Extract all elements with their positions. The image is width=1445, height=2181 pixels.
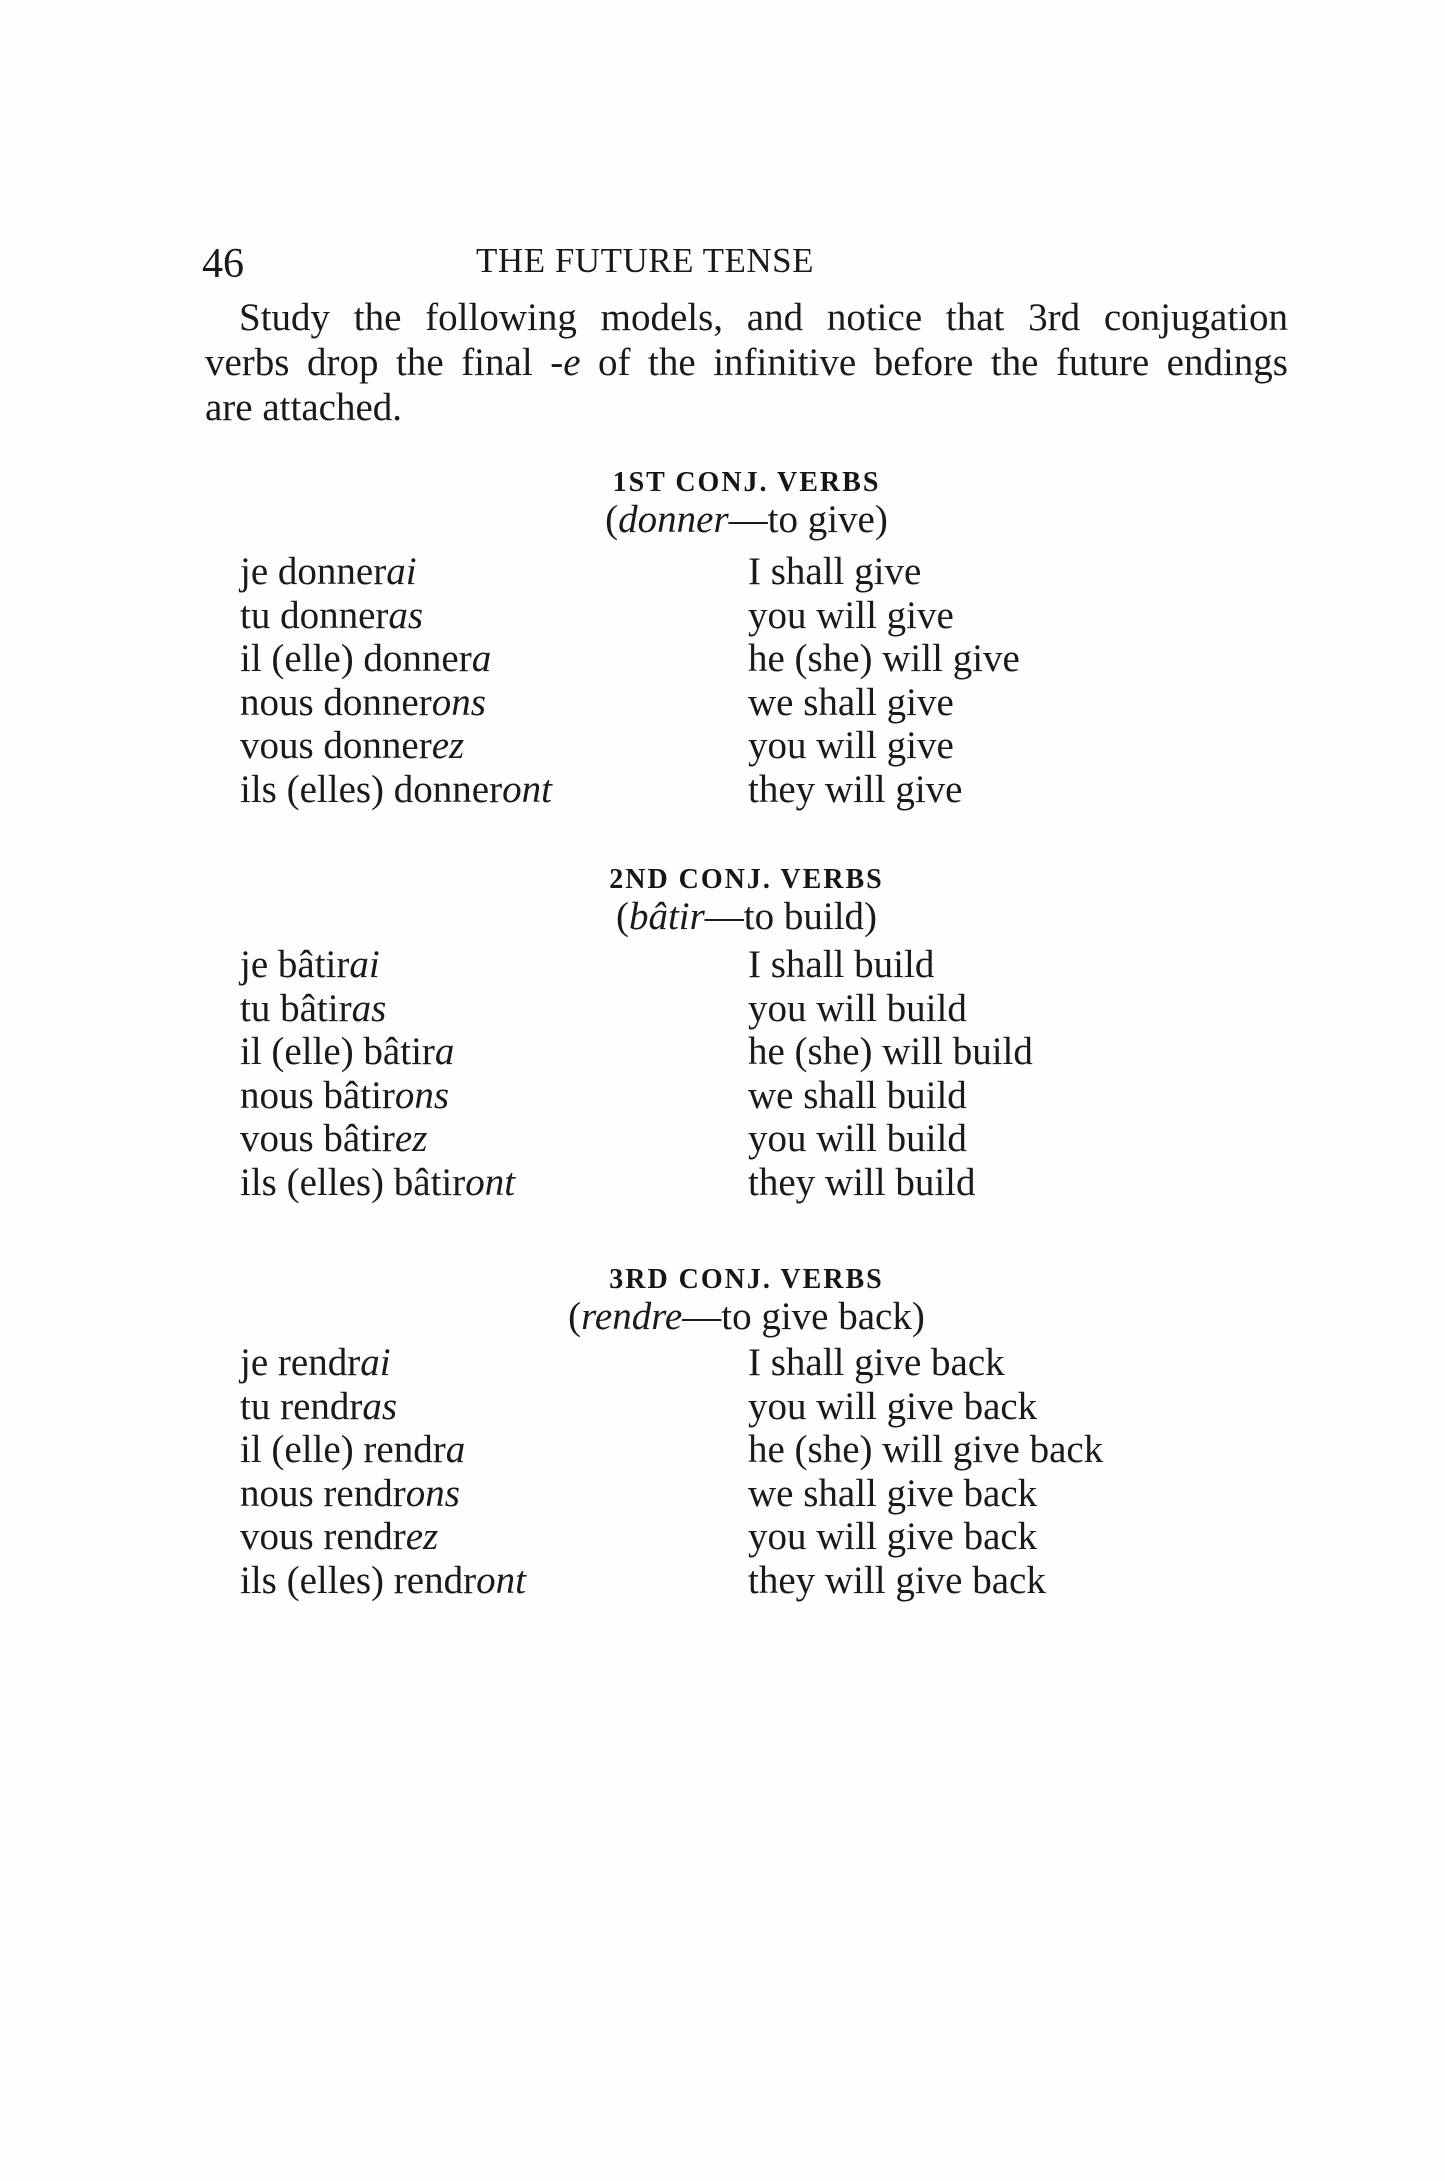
section-3-french-column — [240, 1341, 526, 1602]
section-3-heading: 3RD CONJ. VERBS — [609, 1264, 884, 1295]
conjugation-row-french — [240, 768, 552, 812]
conjugation-row-french — [240, 943, 515, 987]
intro-paragraph — [205, 295, 1288, 430]
section-2-infinitive: bâtir — [628, 895, 705, 938]
french-ending: ons — [431, 680, 486, 724]
french-ending: ai — [386, 550, 417, 593]
conjugation-row-english: you will build — [748, 1117, 967, 1160]
conjugation-row-french — [240, 637, 552, 681]
french-stem: ils (elles) bâtir — [240, 1160, 466, 1204]
conjugation-row-english: they will give — [748, 767, 963, 811]
conjugation-row-english: I shall give back — [748, 1341, 1005, 1384]
section-1-translation: —to give) — [728, 498, 888, 541]
conjugation-row-french — [240, 550, 552, 594]
section-3-infinitive-line — [205, 1295, 1288, 1339]
french-stem: ils (elles) donner — [240, 767, 503, 811]
conjugation-row-english: they will build — [748, 1160, 976, 1204]
intro-line-2-pre: verbs drop the final - — [205, 341, 564, 384]
french-stem: nous rendr — [240, 1471, 406, 1515]
intro-line-1 — [205, 295, 1288, 340]
conjugation-row-english: he (she) will give — [748, 637, 1020, 680]
french-ending: ons — [394, 1073, 450, 1117]
section-1-infinitive: donner — [618, 498, 729, 541]
conjugation-row-english: they will give back — [748, 1558, 1046, 1602]
french-stem: vous rendr — [240, 1515, 406, 1558]
section-2-english-column — [748, 943, 1033, 1204]
french-ending: a — [434, 1030, 455, 1073]
french-ending: ons — [405, 1471, 460, 1515]
intro-line-3-text: are attached. — [205, 386, 403, 429]
french-ending: a — [471, 637, 492, 680]
french-ending: ont — [476, 1558, 526, 1602]
french-stem: nous bâtir — [240, 1073, 395, 1117]
section-1-english-column — [748, 550, 1020, 811]
intro-line-1-text: Study the following models, and notice that 3rd conjugation — [239, 296, 1288, 339]
french-ending: ez — [431, 724, 465, 767]
conjugation-row-english: you will give — [748, 593, 954, 637]
conjugation-row-french — [240, 987, 515, 1031]
section-3-paren-open: ( — [568, 1295, 582, 1338]
french-stem: tu bâtir — [240, 986, 352, 1030]
conjugation-row-french — [240, 1385, 526, 1429]
conjugation-row-french — [240, 1074, 515, 1118]
conjugation-row-french — [240, 1472, 526, 1516]
conjugation-row-english: we shall build — [748, 1073, 967, 1117]
french-ending: ai — [349, 943, 380, 986]
french-stem: vous bâtir — [240, 1117, 395, 1160]
conjugation-row-english: I shall give — [748, 550, 922, 593]
conjugation-row-english: you will give back — [748, 1515, 1038, 1558]
conjugation-row-english: we shall give — [748, 680, 954, 724]
section-2-paren-open: ( — [615, 895, 629, 938]
section-1-heading: 1ST CONJ. VERBS — [612, 467, 881, 498]
conjugation-row-french — [240, 594, 552, 638]
french-stem: ils (elles) rendr — [240, 1558, 477, 1602]
conjugation-row-english: I shall build — [748, 943, 935, 986]
conjugation-row-english: we shall give back — [748, 1471, 1038, 1515]
french-ending: as — [388, 593, 424, 637]
french-stem: il (elle) rendr — [240, 1428, 446, 1471]
french-stem: il (elle) bâtir — [240, 1030, 435, 1073]
conjugation-row-french — [240, 1559, 526, 1603]
section-3-english-column — [748, 1341, 1103, 1602]
section-1-paren-open: ( — [605, 498, 619, 541]
french-stem: nous donner — [240, 680, 432, 724]
conjugation-row-french — [240, 1428, 526, 1472]
conjugation-row-english: you will give back — [748, 1384, 1038, 1428]
french-ending: as — [362, 1384, 398, 1428]
french-ending: ai — [360, 1341, 391, 1384]
page-number: 46 — [202, 241, 244, 287]
section-2-translation: —to build) — [704, 895, 878, 938]
conjugation-row-french — [240, 1030, 515, 1074]
french-ending: as — [351, 986, 387, 1030]
french-stem: je donner — [240, 550, 387, 593]
french-stem: tu rendr — [240, 1384, 363, 1428]
section-1-french-column — [240, 550, 552, 811]
conjugation-row-english: he (she) will give back — [748, 1428, 1104, 1471]
section-2-infinitive-line — [205, 895, 1288, 939]
conjugation-row-french — [240, 1341, 526, 1385]
section-2-french-column — [240, 943, 515, 1204]
french-ending: ez — [405, 1515, 439, 1558]
running-title: THE FUTURE TENSE — [476, 241, 814, 280]
french-ending: ont — [465, 1160, 516, 1204]
section-3-translation: —to give back) — [682, 1295, 925, 1338]
section-1-infinitive-line — [205, 498, 1288, 542]
french-ending: ont — [502, 767, 552, 811]
conjugation-row-english: you will give — [748, 724, 954, 767]
conjugation-row-french — [240, 1117, 515, 1161]
section-3-infinitive: rendre — [581, 1295, 683, 1338]
french-stem: vous donner — [240, 724, 432, 767]
french-stem: il (elle) donner — [240, 637, 472, 680]
intro-line-2-post: of the infinitive before the future endings — [580, 341, 1288, 384]
french-stem: tu donner — [240, 593, 389, 637]
section-2-heading: 2ND CONJ. VERBS — [609, 864, 884, 895]
conjugation-row-french — [240, 681, 552, 725]
intro-line-3 — [205, 385, 1288, 430]
conjugation-row-english: you will build — [748, 986, 967, 1030]
conjugation-row-french — [240, 724, 552, 768]
conjugation-row-french — [240, 1161, 515, 1205]
french-stem: je bâtir — [240, 943, 350, 986]
conjugation-row-english: he (she) will build — [748, 1030, 1033, 1073]
french-ending: a — [445, 1428, 466, 1471]
french-ending: ez — [394, 1117, 428, 1160]
intro-line-2-italic-e: e — [563, 341, 581, 384]
intro-line-2 — [205, 340, 1288, 385]
conjugation-row-french — [240, 1515, 526, 1559]
french-stem: je rendr — [240, 1341, 361, 1384]
